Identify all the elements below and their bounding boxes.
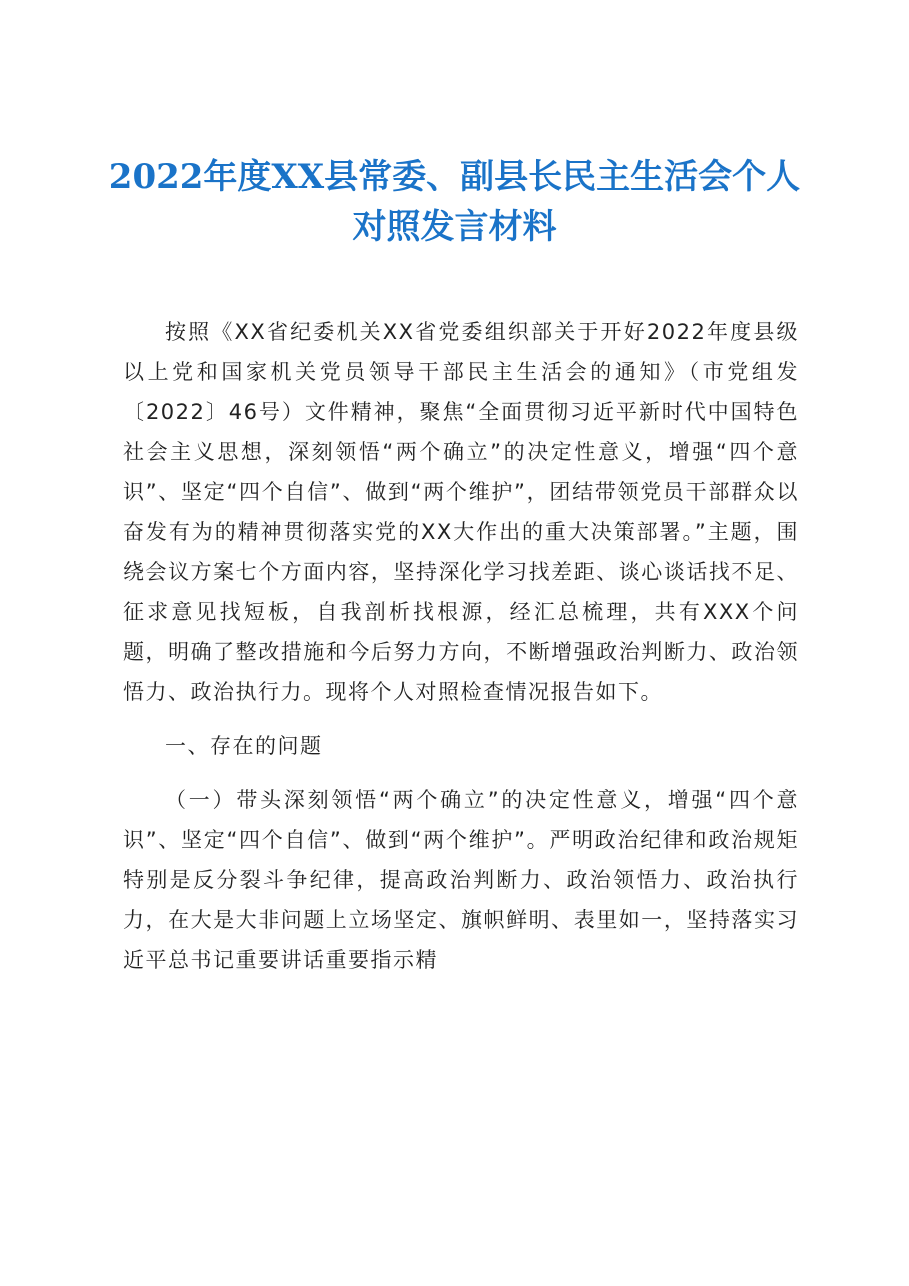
- section-heading-problems: 一、存在的问题: [165, 734, 323, 758]
- document-body: [123, 312, 799, 980]
- title-line-1: 2022年度XX县常委、副县长民主生活会个人: [108, 157, 801, 197]
- intro-paragraph: 按照《XX省纪委机关XX省党委组织部关于开好2022年度县级以上党和国家机关党员领导干部民主生活会的通知》（市党组发〔2022〕46号）文件精神，聚焦“全面贯彻习近平新时代中国特色社会主义思想，深刻领悟“两个确立”的决定性意义，增强“四个意识”、坚定“四个自信”、做到“两个维护”，团结带领党员干部群众以奋发有为的精神贯彻落实党的XX大作出的重大决策部署。”主题，围绕会议方案七个方面内容，坚持深化学习找差距、谈心谈话找不足、征求意见找短板，自我剖析找根源，经汇总梳理，共有XXX个问题，明确了整改措施和今后努力方向，不断增强政治判断力、政治领悟力、政治执行力。现将个人对照检查情况报告如下。: [123, 320, 799, 704]
- title-line-2: 对照发言材料: [352, 207, 557, 247]
- subsection-paragraph-1: （一）带头深刻领悟“两个确立”的决定性意义，增强“四个意识”、坚定“四个自信”、做到“两个维护”。严明政治纪律和政治规矩特别是反分裂斗争纪律，提高政治判断力、政治领悟力、政治执行力，在大是大非问题上立场坚定、旗帜鲜明、表里如一，坚持落实习近平总书记重要讲话重要指示精: [123, 788, 799, 972]
- document-title: [60, 152, 849, 252]
